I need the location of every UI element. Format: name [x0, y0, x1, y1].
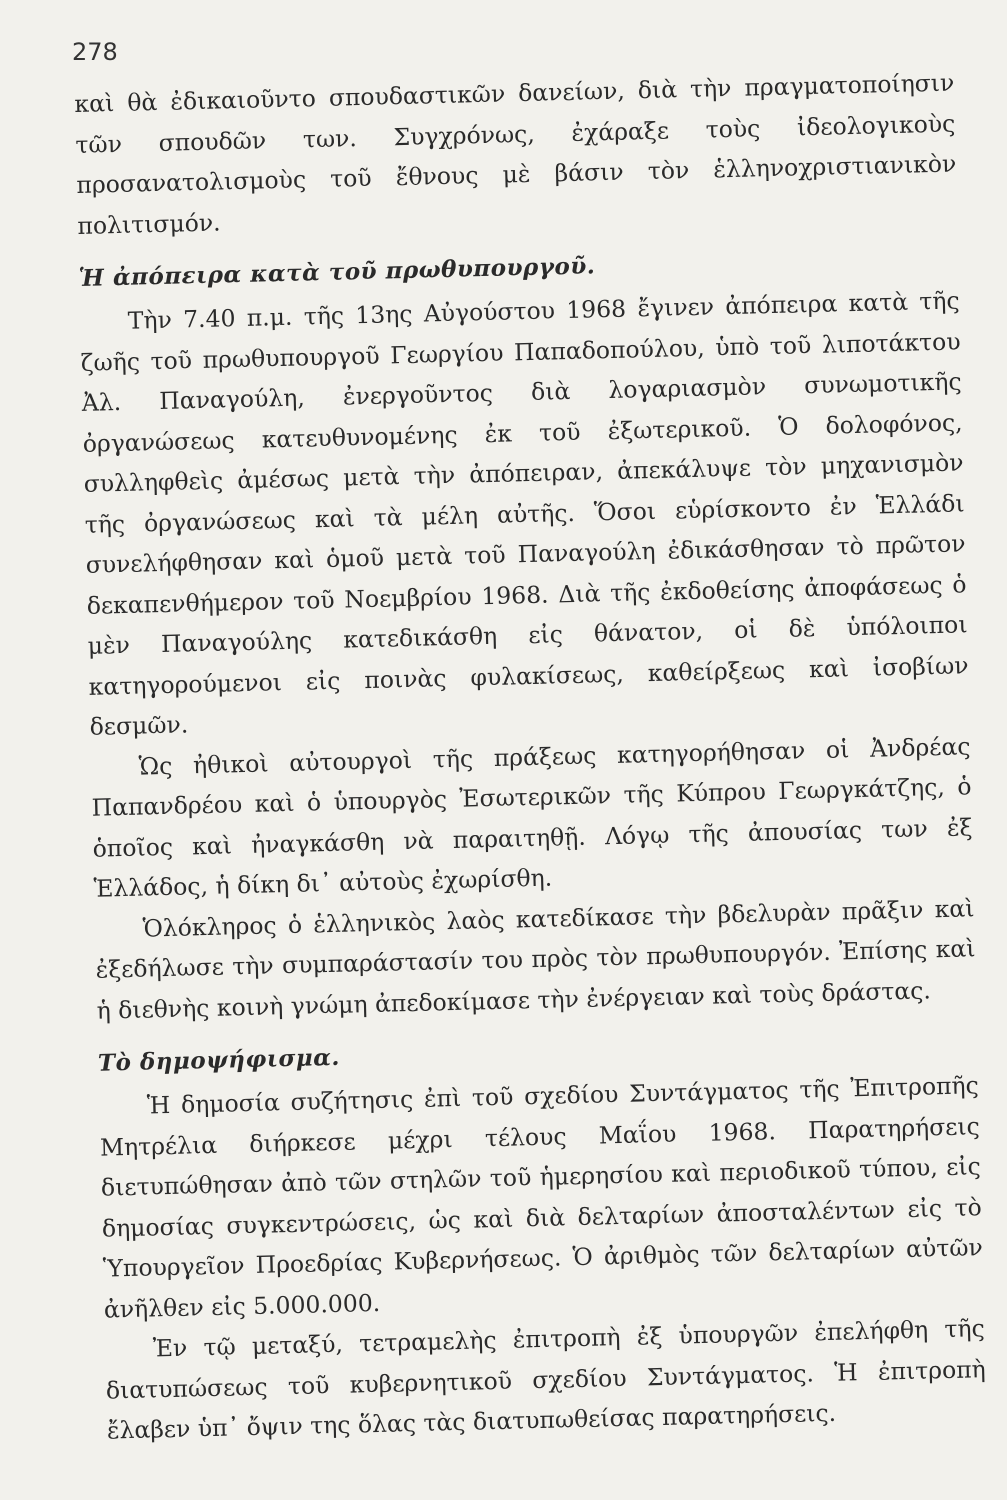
section-heading-referendum: Τὸ δημοψήφισμα.: [97, 1043, 341, 1077]
paragraph-ministerial-committee: Ἐν τῷ μεταξύ, τετραμελὴς ἐπιτροπὴ ἐξ ὑπουργῶν ἐπελήφθη τῆς διατυπώσεως τοῦ κυβερνητικοῦ σχεδίου Συντάγματος. Ἡ ἐπιτροπὴ ἔλαβεν ὑπ᾽ ὄψιν της ὅλας τὰς διατυπωθείσας παρατηρήσεις.: [105, 1314, 986, 1445]
page-content: [74, 62, 987, 1451]
paragraph-instigators: Ὡς ἠθικοὶ αὐτουργοὶ τῆς πράξεως κατηγορήθησαν οἱ Ἀνδρέας Παπανδρέου καὶ ὁ ὑπουργὸς Ἐσωτερικῶν τῆς Κύπρου Γεωργκάτζης, ὁ ὁποῖος καὶ ἠναγκάσθη νὰ παραιτηθῇ. Λόγῳ τῆς ἀπουσίας των ἐξ Ἑλλάδος, ἡ δίκη δι᾽ αὐτοὺς ἐχωρίσθη.: [91, 731, 973, 903]
section-heading-assassination-attempt: Ἡ ἀπόπειρα κατὰ τοῦ πρωθυπουργοῦ.: [78, 252, 596, 292]
page-number: 278: [72, 38, 118, 66]
paragraph-education: καὶ θὰ ἐδικαιοῦντο σπουδαστικῶν δανείων, διὰ τὴν πραγματοποίησιν τῶν σπουδῶν των. Συγχρόνως, ἐχάραξε τοὺς ἰδεολογικοὺς προσανατολισμοὺς τοῦ ἔθνους μὲ βάσιν τὸν ἑλληνοχριστιανικὸν πολιτισμόν.: [74, 68, 957, 240]
paragraph-public-reaction: Ὁλόκληρος ὁ ἑλληνικὸς λαὸς κατεδίκασε τὴν βδελυρὰν πρᾶξιν καὶ ἐξεδήλωσε τὴν συμπαράστασίν του πρὸς τὸν πρωθυπουργόν. Ἐπίσης καὶ ἡ διεθνὴς κοινὴ γνώμη ἀπεδοκίμασε τὴν ἐνέργειαν καὶ τοὺς δράστας.: [95, 893, 976, 1025]
paragraph-assassination-attempt: Τὴν 7.40 π.μ. τῆς 13ης Αὐγούστου 1968 ἔγινεν ἀπόπειρα κατὰ τῆς ζωῆς τοῦ πρωθυπουργοῦ Γεωργίου Παπαδοπούλου, ὑπὸ τοῦ λιποτάκτου Ἀλ. Παναγούλη, ἐνεργοῦντος διὰ λογαριασμὸν συνωμοτικῆς ὀργανώσεως κατευθυνομένης ἐκ τοῦ ἐξωτερικοῦ. Ὁ δολοφόνος, συλληφθεὶς ἀμέσως μετὰ τὴν ἀπόπειραν, ἀπεκάλυψε τὸν μηχανισμὸν τῆς ὀργανώσεως καὶ τὰ μέλη αὐτῆς. Ὅσοι εὑρίσκοντο ἐν Ἑλλάδι συνελήφθησαν καὶ ὁμοῦ μετὰ τοῦ Παναγούλη ἐδικάσθησαν τὸ πρῶτον δεκαπενθήμερον τοῦ Νοεμβρίου 1968. Διὰ τῆς ἐκδοθείσης ἀποφάσεως ὁ μὲν Παναγούλης κατεδικάσθη εἰς θάνατον, οἱ δὲ ὑπόλοιποι κατηγορούμενοι εἰς ποινὰς φυλακίσεως, καθείρξεως καὶ ἰσοβίων δεσμῶν.: [80, 286, 969, 741]
paragraph-constitution-debate: Ἡ δημοσία συζήτησις ἐπὶ τοῦ σχεδίου Συντάγματος τῆς Ἐπιτροπῆς Μητρέλια διήρκεσε μέχρι τέλους Μαΐου 1968. Παρατηρήσεις διετυπώθησαν ἀπὸ τῶν στηλῶν τοῦ ἡμερησίου καὶ περιοδικοῦ τύπου, εἰς δημοσίας συγκεντρώσεις, ὡς καὶ διὰ δελταρίων ἀποσταλέντων εἰς τὸ Ὑπουργεῖον Προεδρίας Κυβερνήσεως. Ὁ ἀριθμὸς τῶν δελταρίων αὐτῶν ἀνῆλθεν εἰς 5.000.000.: [99, 1071, 984, 1324]
